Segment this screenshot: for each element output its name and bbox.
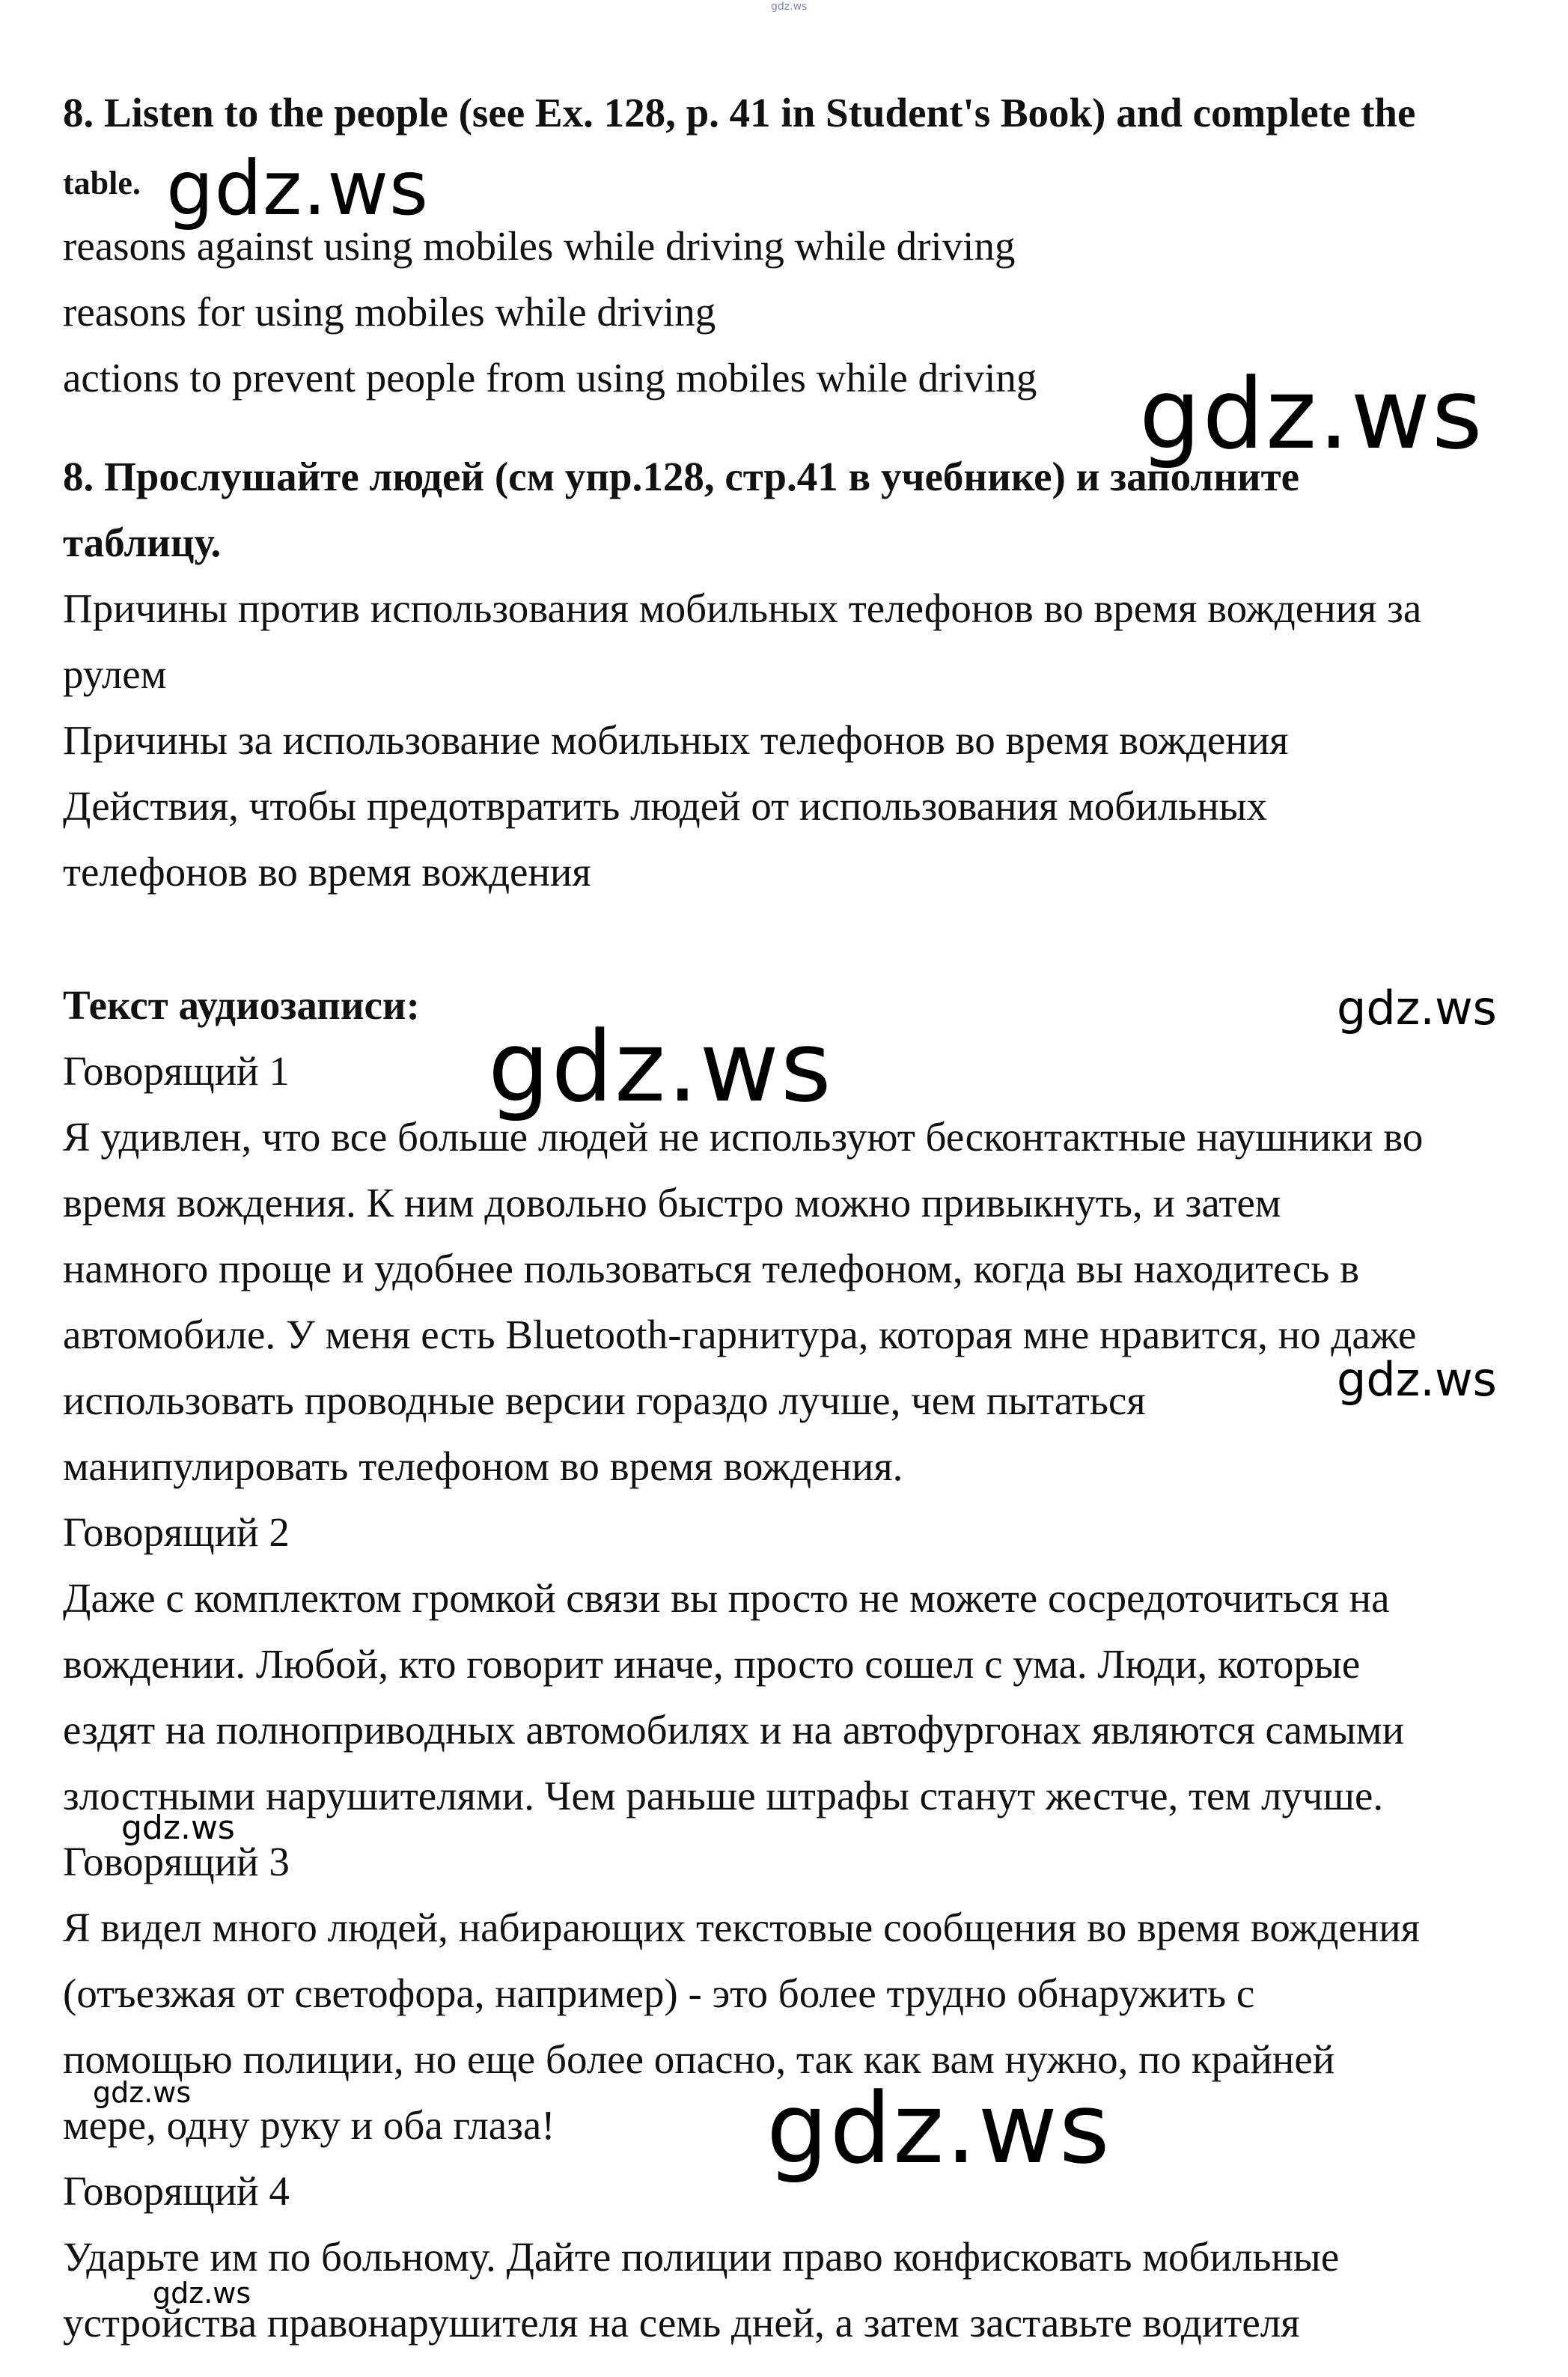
speaker-text-line: вождении. Любой, кто говорит иначе, просто сошел с ума. Люди, которые	[63, 1641, 1361, 1687]
watermark: gdz.ws	[766, 2072, 1111, 2185]
speaker-text-line: мере, одну руку и оба глаза!	[63, 2102, 555, 2148]
speaker-text-line: Я удивлен, что все больше людей не используют бесконтактные наушники во	[63, 1114, 1424, 1160]
speaker-text-line: Ударьте им по больному. Дайте полиции право конфисковать мобильные	[63, 2234, 1340, 2280]
watermark-top: gdz.ws	[771, 1, 808, 13]
speaker-text-line: автомобиле. У меня есть Bluetooth-гарнитура, которая мне нравится, но даже	[63, 1312, 1417, 1357]
watermark: gdz.ws	[93, 2076, 192, 2109]
watermark: gdz.ws	[1337, 981, 1497, 1035]
exercise-line-ru: рулем	[63, 651, 167, 697]
speaker-text-line: Я видел много людей, набирающих текстовые сообщения во время вождения	[63, 1905, 1421, 1950]
speaker-text-line: ездят на полноприводных автомобилях и на автофургонах являются самыми	[63, 1707, 1405, 1753]
watermark: gdz.ws	[166, 144, 430, 232]
speaker-text-line: (отъезжая от светофора, например) - это более трудно обнаружить с	[63, 1970, 1255, 2016]
speaker-text-line: использовать проводные версии гораздо лучше, чем пытаться	[63, 1378, 1146, 1423]
speaker-text-line: злостными нарушителями. Чем раньше штрафы станут жестче, тем лучше.	[63, 1773, 1384, 1818]
exercise-line-ru: Причины за использование мобильных телефонов во время вождения	[63, 717, 1289, 763]
watermark: gdz.ws	[153, 2277, 251, 2310]
speaker-text-line: манипулировать телефоном во время вождения.	[63, 1443, 903, 1489]
exercise-heading-ru-cont: таблицу.	[63, 520, 222, 565]
exercise-heading-en: 8. Listen to the people (see Ex. 128, p. 41 in Student's Book) and complete the	[63, 90, 1416, 136]
speaker-label: Говорящий 4	[63, 2168, 290, 2214]
exercise-heading-ru: 8. Прослушайте людей (см упр.128, стр.41 в учебнике) и заполните	[63, 454, 1300, 499]
watermark: gdz.ws	[488, 1010, 833, 1124]
exercise-heading-en-cont: table.	[63, 165, 141, 201]
speaker-text-line: помощью полиции, но еще более опасно, так как вам нужно, по крайней	[63, 2036, 1335, 2082]
exercise-line-ru: Причины против использования мобильных телефонов во время вождения за	[63, 585, 1422, 631]
speaker-text-line: намного проще и удобнее пользоваться телефоном, когда вы находитесь в	[63, 1246, 1360, 1291]
speaker-text-line: Даже с комплектом громкой связи вы просто не можете сосредоточиться на	[63, 1575, 1390, 1621]
watermark: gdz.ws	[1337, 1352, 1497, 1407]
speaker-label: Говорящий 1	[63, 1048, 290, 1094]
speaker-label: Говорящий 2	[63, 1509, 290, 1555]
exercise-item-en: actions to prevent people from using mobiles while driving	[63, 355, 1037, 401]
watermark: gdz.ws	[1139, 357, 1484, 471]
speaker-text-line: время вождения. К ним довольно быстро можно привыкнуть, и затем	[63, 1180, 1281, 1226]
speaker-text-line: устройства правонарушителя на семь дней, а затем заставьте водителя	[63, 2300, 1300, 2346]
watermark: gdz.ws	[121, 1809, 235, 1847]
exercise-line-ru: Действия, чтобы предотвратить людей от использования мобильных	[63, 783, 1268, 829]
speaker-label: Говорящий 3	[63, 1839, 290, 1884]
exercise-line-ru: телефонов во время вождения	[63, 849, 591, 895]
exercise-item-en: reasons against using mobiles while driving while driving	[63, 223, 1016, 269]
transcript-title: Текст аудиозаписи:	[63, 982, 420, 1028]
exercise-item-en: reasons for using mobiles while driving	[63, 289, 716, 335]
